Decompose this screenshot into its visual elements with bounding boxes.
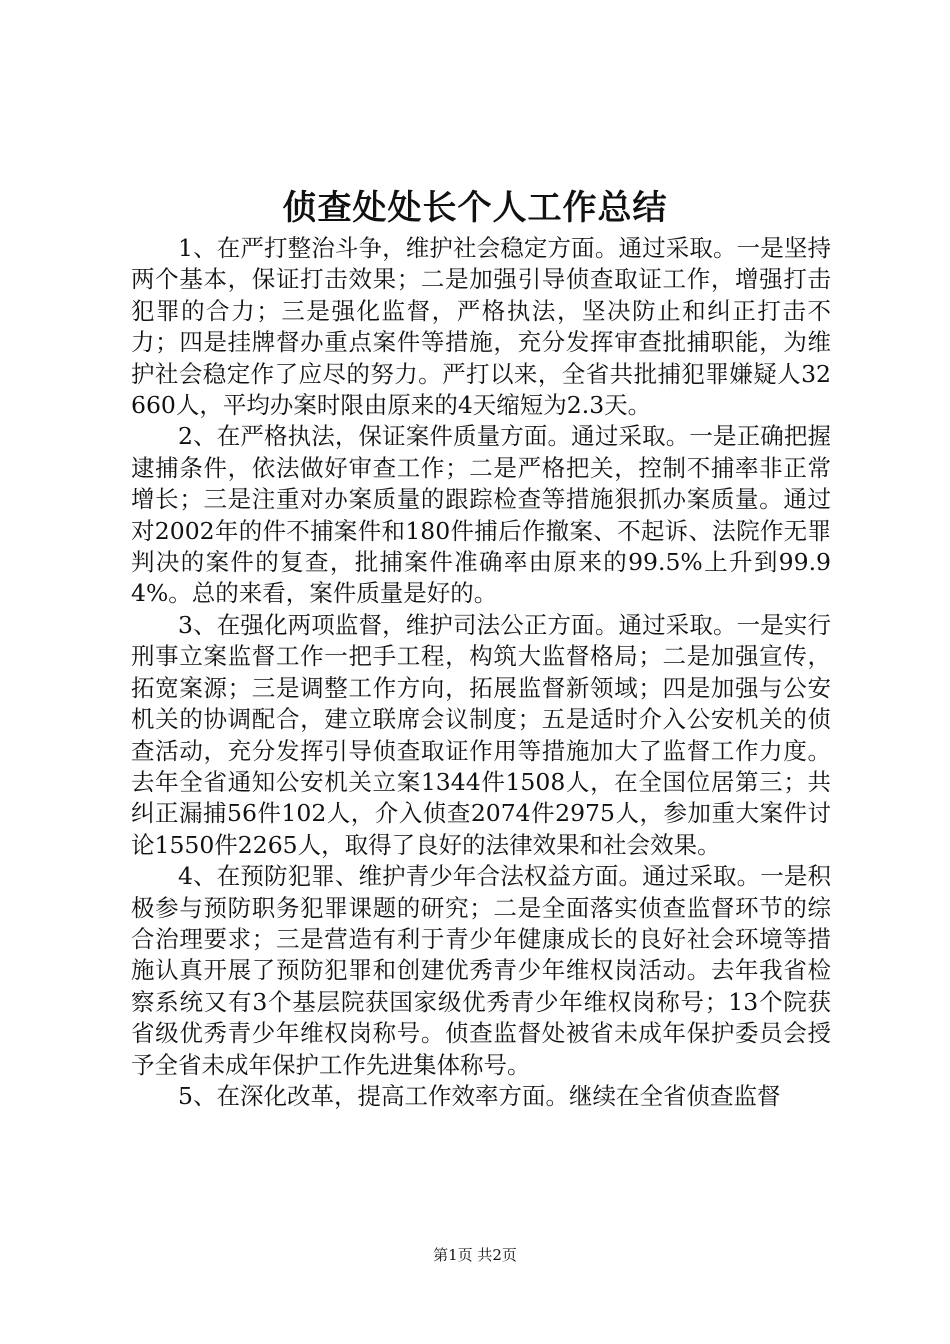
paragraph-5: 5、在深化改革，提高工作效率方面。继续在全省侦查监督 [178, 1081, 781, 1110]
paragraph-4: 4、在预防犯罪、维护青少年合法权益方面。通过采取。一是积极参与预防职务犯罪课题的研究；二是全面落实侦查监督环节的综合治理要求；三是营造有利于青少年健康成长的良好社会环境等措施认真开展了预防犯罪和创建优秀青少年维权岗活动。去年我省检察系统又有3个基层院获国家级优秀青少年维权岗称号；13个院获省级优秀青少年维权岗称号。侦查监督处被省未成年保护委员会授予全省未成年保护工作先进集体称号。 [131, 862, 831, 1079]
paragraph-3: 3、在强化两项监督，维护司法公正方面。通过采取。一是实行刑事立案监督工作一把手工程，构筑大监督格局；二是加强宣传，拓宽案源；三是调整工作方向，拓展监督新领域；四是加强与公安机关的协调配合，建立联席会议制度；五是适时介入公安机关的侦查活动，充分发挥引导侦查取证作用等措施加大了监督工作力度。去年全省通知公安机关立案1344件1508人，在全国位居第三；共纠正漏捕56件102人，介入侦查2074件2975人，参加重大案件讨论1550件2265人，取得了良好的法律效果和社会效果。 [131, 610, 831, 859]
page-number-footer: 第1页 共2页 [433, 1246, 517, 1264]
paragraph-1: 1、在严打整治斗争，维护社会稳定方面。通过采取。一是坚持两个基本，保证打击效果；二是加强引导侦查取证工作，增强打击犯罪的合力；三是强化监督，严格执法，坚决防止和纠正打击不力；四是挂牌督办重点案件等措施，充分发挥审查批捕职能，为维护社会稳定作了应尽的努力。严打以来，全省共批捕犯罪嫌疑人32660人，平均办案时限由原来的4天缩短为2.3天。 [131, 234, 831, 420]
document-title: 侦查处处长个人工作总结 [282, 188, 668, 228]
document-body [131, 233, 831, 1112]
paragraph-2: 2、在严格执法，保证案件质量方面。通过采取。一是正确把握逮捕条件，依法做好审查工作；二是严格把关，控制不捕率非正常增长；三是注重对办案质量的跟踪检查等措施狠抓办案质量。通过对2002年的件不捕案件和180件捕后作撤案、不起诉、法院作无罪判决的案件的复查，批捕案件准确率由原来的99.5%上升到99.94%。总的来看，案件质量是好的。 [131, 422, 831, 608]
